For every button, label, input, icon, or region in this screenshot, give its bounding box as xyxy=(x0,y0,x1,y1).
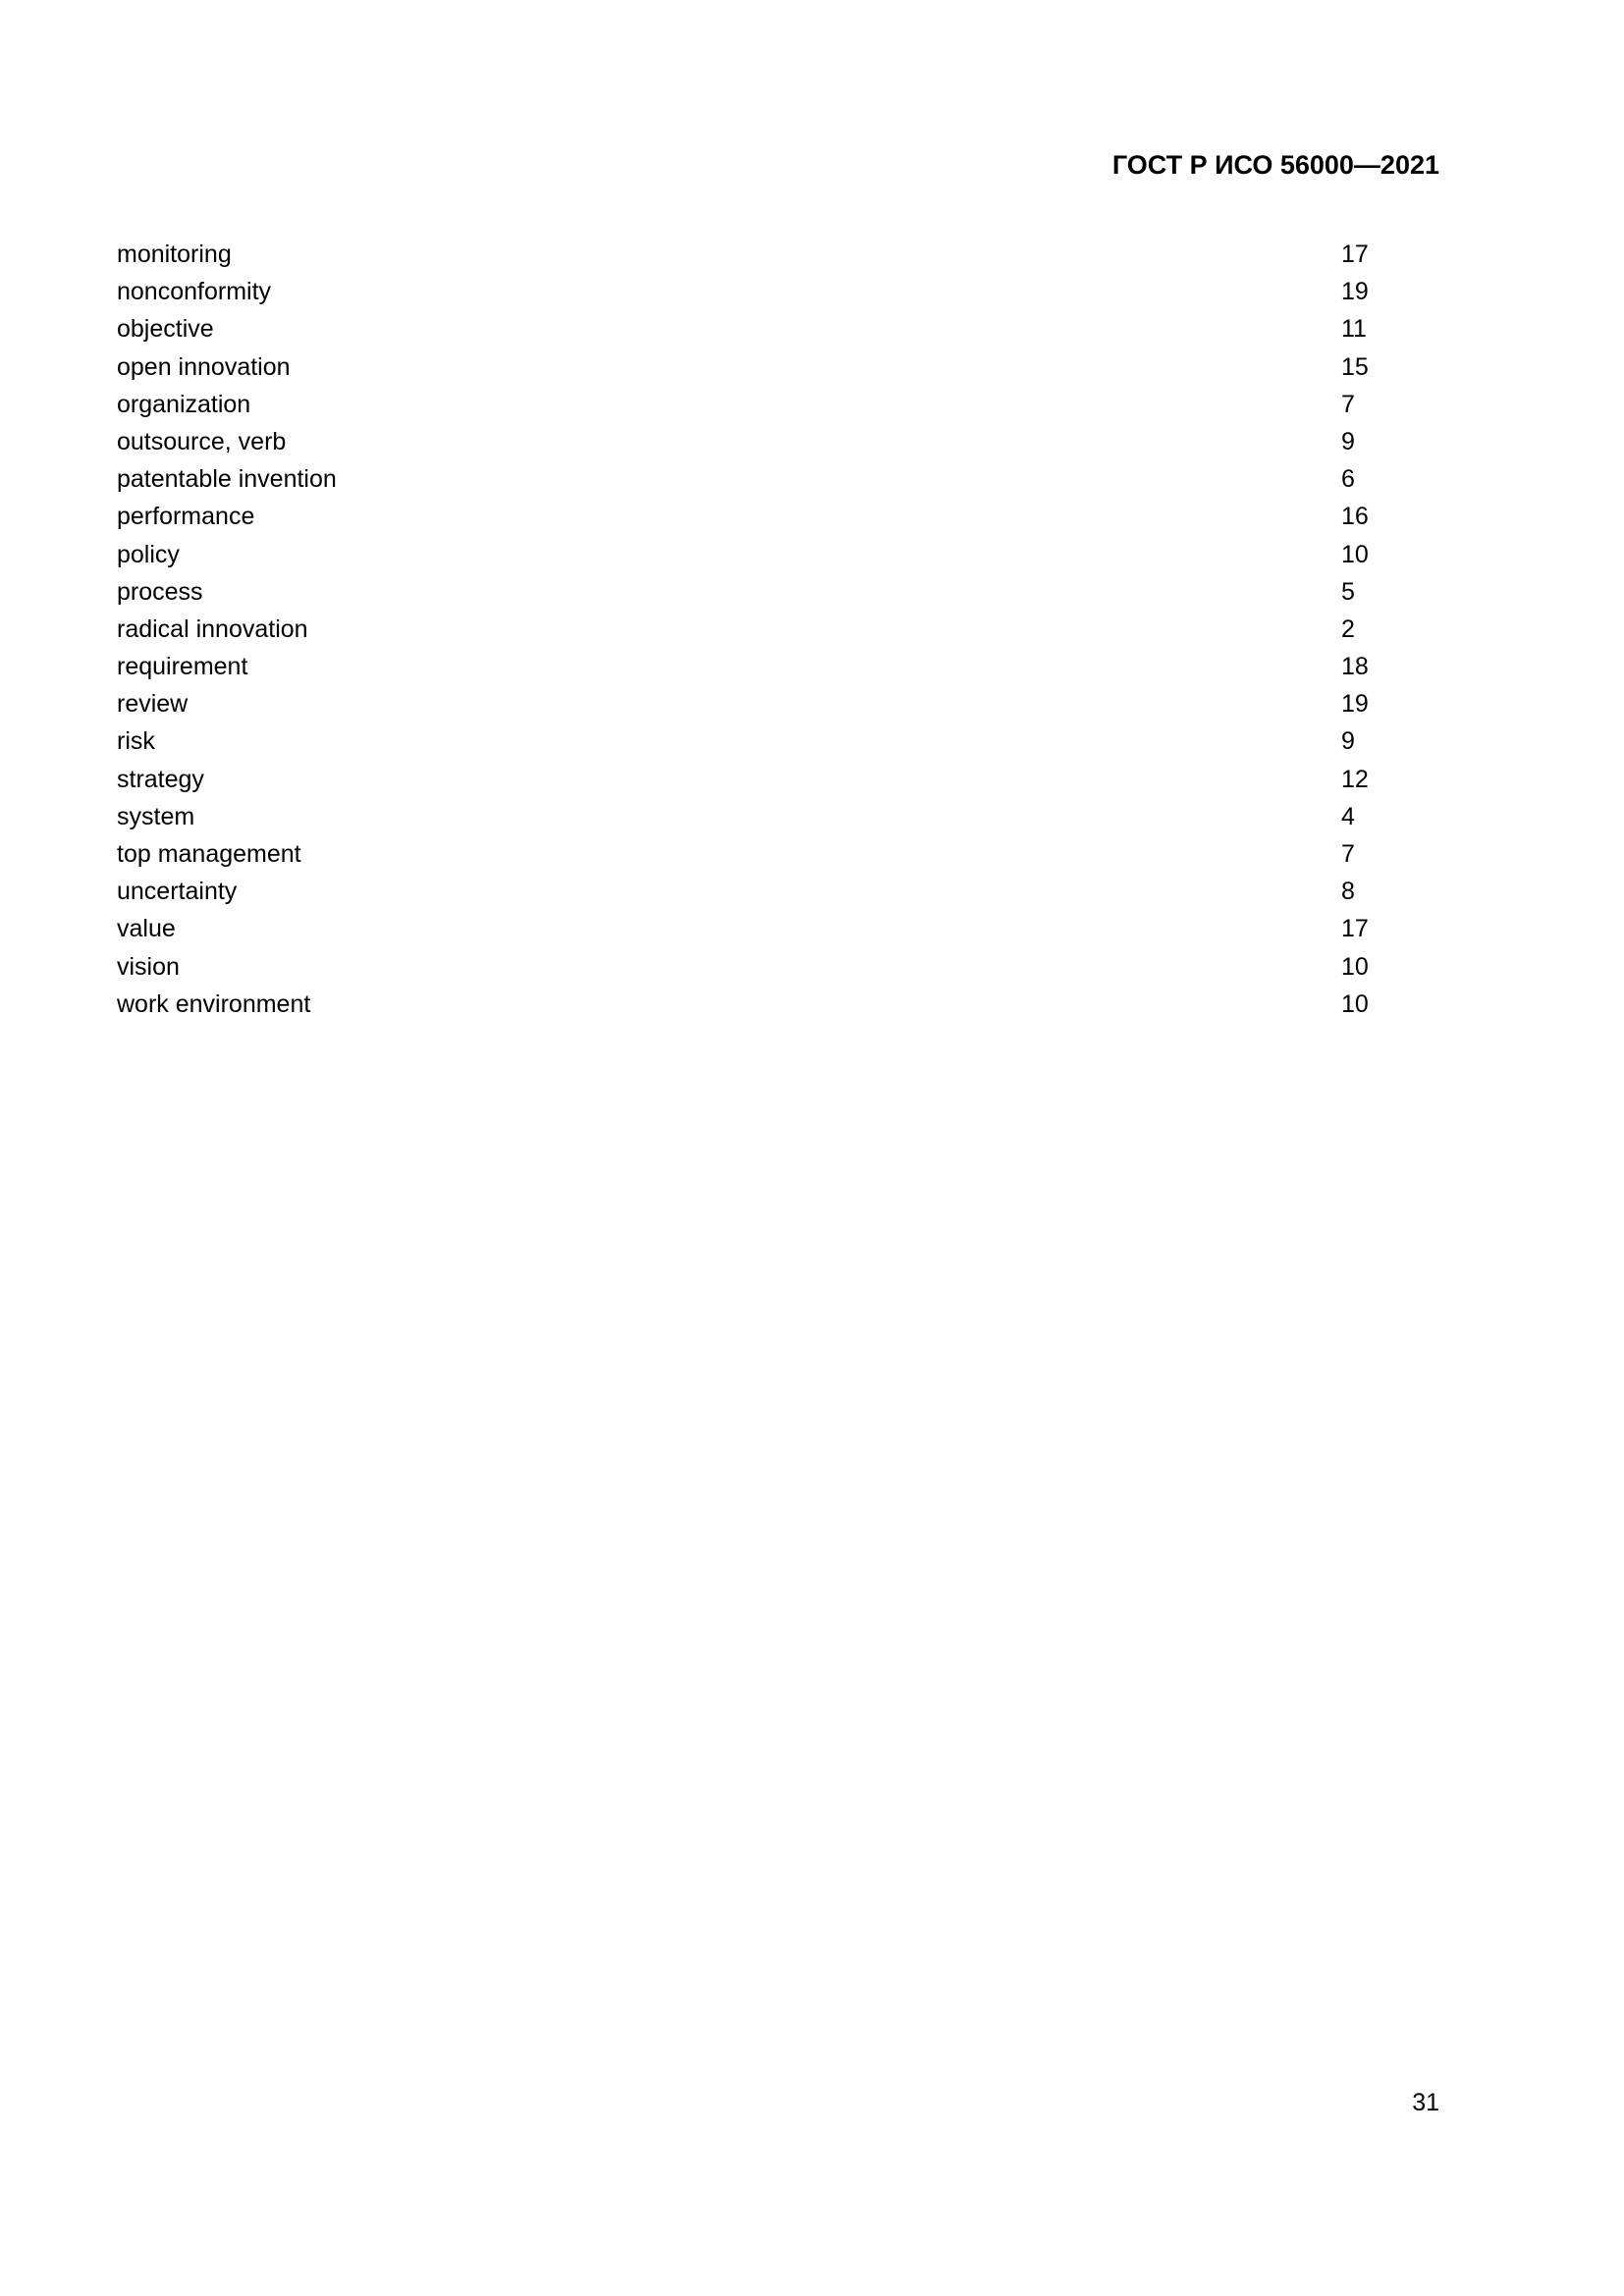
index-entry xyxy=(117,685,1393,722)
index-term: uncertainty xyxy=(117,878,238,906)
index-entry xyxy=(117,948,1393,986)
index-term: organization xyxy=(117,390,251,418)
index-page-reference: 4 xyxy=(1341,802,1355,830)
index-page-reference: 19 xyxy=(1341,690,1369,719)
index-entry xyxy=(117,348,1393,386)
index-term: objective xyxy=(117,315,214,344)
index-entry xyxy=(117,910,1393,947)
index-entry xyxy=(117,573,1393,611)
index-term: review xyxy=(117,690,189,719)
index-entry xyxy=(117,536,1393,573)
alphabetical-index-list xyxy=(117,236,1393,1023)
index-page-reference: 8 xyxy=(1341,878,1355,906)
index-entry xyxy=(117,798,1393,835)
index-entry xyxy=(117,460,1393,498)
index-term: policy xyxy=(117,540,180,568)
index-page-reference: 17 xyxy=(1341,915,1369,943)
index-term: radical innovation xyxy=(117,614,308,643)
index-page-reference: 19 xyxy=(1341,278,1369,306)
index-page-reference: 12 xyxy=(1341,765,1369,793)
index-term: risk xyxy=(117,727,155,756)
index-page-reference: 7 xyxy=(1341,390,1355,418)
index-entry xyxy=(117,236,1393,273)
index-page-reference: 6 xyxy=(1341,465,1355,494)
index-page-reference: 15 xyxy=(1341,352,1369,381)
index-term: outsource, verb xyxy=(117,427,287,455)
index-page-reference: 16 xyxy=(1341,503,1369,531)
index-entry xyxy=(117,611,1393,648)
index-entry xyxy=(117,873,1393,910)
index-page-reference: 9 xyxy=(1341,427,1355,455)
index-page-reference: 2 xyxy=(1341,614,1355,643)
index-entry xyxy=(117,761,1393,798)
index-term: open innovation xyxy=(117,352,291,381)
index-entry xyxy=(117,648,1393,685)
index-term: vision xyxy=(117,952,180,981)
index-term: top management xyxy=(117,840,301,868)
index-page-reference: 5 xyxy=(1341,577,1355,606)
page-number: 31 xyxy=(1412,2089,1439,2116)
index-entry xyxy=(117,722,1393,760)
index-entry xyxy=(117,835,1393,873)
index-page-reference: 18 xyxy=(1341,653,1369,681)
index-term: requirement xyxy=(117,653,248,681)
index-page-reference: 10 xyxy=(1341,989,1369,1018)
index-entry xyxy=(117,986,1393,1023)
index-term: strategy xyxy=(117,765,204,793)
document-code-header: ГОСТ Р ИСО 56000—2021 xyxy=(1111,150,1439,180)
index-term: performance xyxy=(117,503,255,531)
index-page-reference: 11 xyxy=(1341,315,1367,344)
index-page-reference: 9 xyxy=(1341,727,1355,756)
index-entry xyxy=(117,423,1393,460)
index-entry xyxy=(117,386,1393,423)
index-page-reference: 10 xyxy=(1341,540,1369,568)
index-term: value xyxy=(117,915,176,943)
index-term: work environment xyxy=(117,989,311,1018)
index-page-reference: 7 xyxy=(1341,840,1355,868)
index-entry xyxy=(117,310,1393,347)
index-term: monitoring xyxy=(117,240,232,268)
index-term: nonconformity xyxy=(117,278,272,306)
index-entry xyxy=(117,498,1393,535)
index-term: patentable invention xyxy=(117,465,337,494)
index-term: system xyxy=(117,802,195,830)
index-entry xyxy=(117,273,1393,310)
index-page-reference: 10 xyxy=(1341,952,1369,981)
index-term: process xyxy=(117,577,203,606)
index-page-reference: 17 xyxy=(1341,240,1369,268)
